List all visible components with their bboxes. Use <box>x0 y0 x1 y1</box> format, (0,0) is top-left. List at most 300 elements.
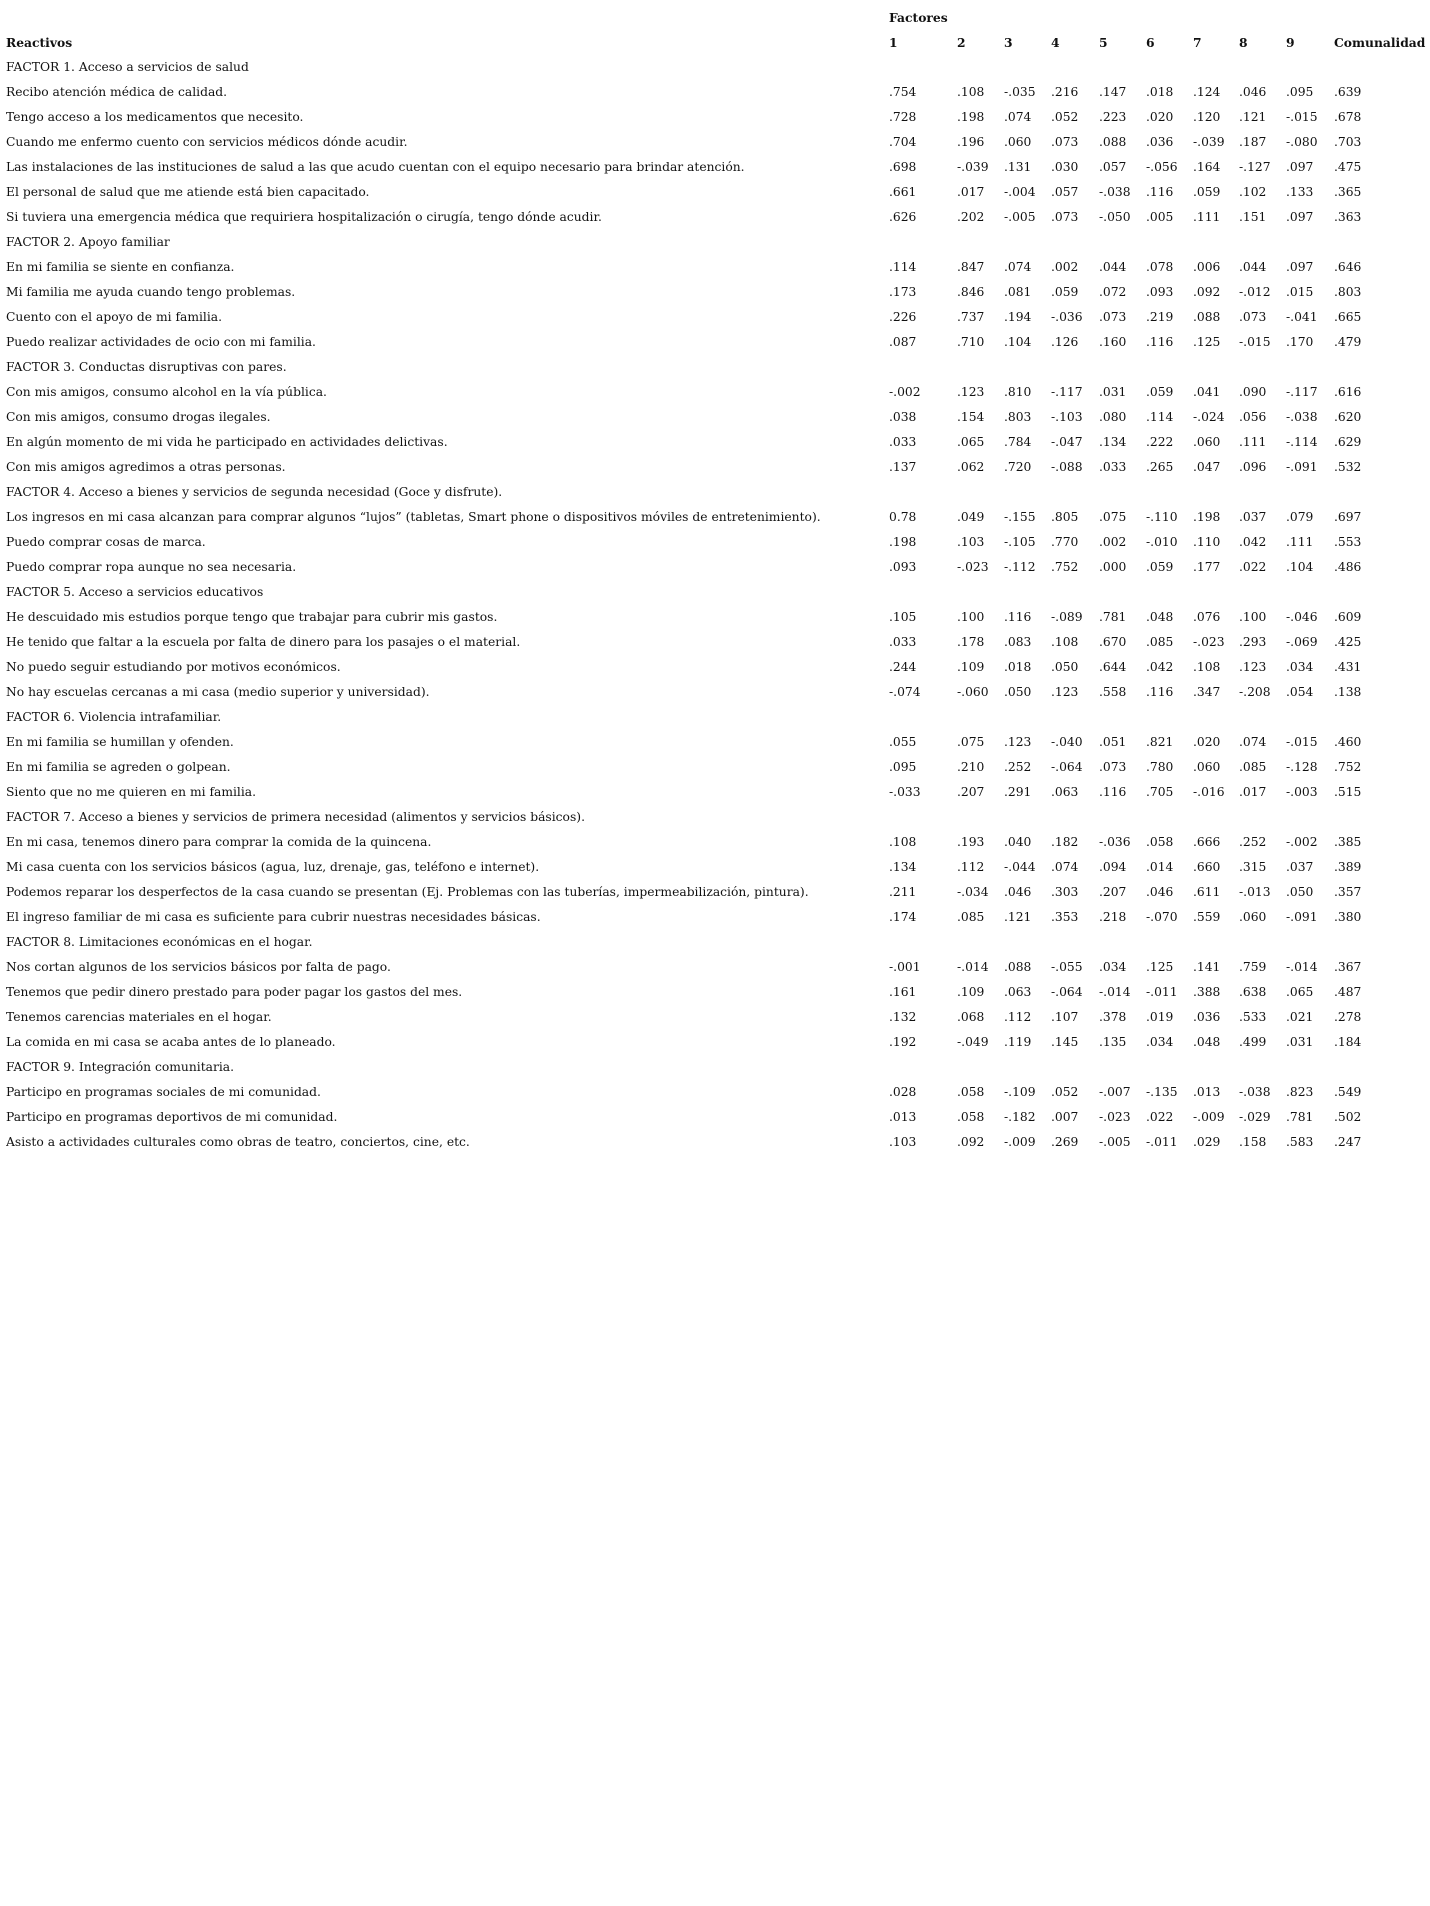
factor-6-loading-cell: -.056 <box>1146 160 1178 174</box>
factor-title: FACTOR 6. Violencia intrafamiliar. <box>6 710 222 724</box>
communality-cell: .502 <box>1334 1110 1362 1124</box>
factor-2-loading-cell: .049 <box>957 510 985 524</box>
factor-3-loading-cell: .104 <box>1004 335 1032 349</box>
factor-4-loading-cell: .057 <box>1051 185 1079 199</box>
factor-2-loading-cell: .085 <box>957 910 985 924</box>
factor-5-loading-cell: .033 <box>1099 460 1127 474</box>
item-text-cell: Mi familia me ayuda cuando tengo problemas. <box>6 285 296 299</box>
factor-8-loading-cell: .060 <box>1239 910 1267 924</box>
factor-1-loading-cell: .244 <box>889 660 917 674</box>
factor-4-loading-cell: -.103 <box>1051 410 1083 424</box>
factor-7-loading-cell: .198 <box>1193 510 1221 524</box>
item-text-cell: No puedo seguir estudiando por motivos económicos. <box>6 660 341 674</box>
item-text-cell: Los ingresos en mi casa alcanzan para comprar algunos “lujos” (tabletas, Smart phone o dispositivos móviles de entretenimiento). <box>6 510 821 524</box>
table-row <box>6 330 1430 355</box>
factor-1-loading-cell: .173 <box>889 285 917 299</box>
factor-title: FACTOR 1. Acceso a servicios de salud <box>6 60 249 74</box>
factor-4-loading-cell: .050 <box>1051 660 1079 674</box>
factor-5-loading-cell: .781 <box>1099 610 1127 624</box>
factor-heading-row <box>6 705 1430 730</box>
factor-2-loading-cell: .017 <box>957 185 985 199</box>
communality-cell: .515 <box>1334 785 1362 799</box>
factor-5-loading-cell: .075 <box>1099 510 1127 524</box>
factor-1-loading-cell: .132 <box>889 1010 917 1024</box>
item-text-cell: Puedo comprar cosas de marca. <box>6 535 206 549</box>
factor-6-column-header: 6 <box>1146 35 1155 50</box>
table-row <box>6 130 1430 155</box>
factor-9-loading-cell: .095 <box>1286 85 1314 99</box>
factor-6-loading-cell: .036 <box>1146 135 1174 149</box>
factor-8-loading-cell: -.127 <box>1239 160 1271 174</box>
factor-2-loading-cell: .058 <box>957 1085 985 1099</box>
table-row <box>6 380 1430 405</box>
factor-2-loading-cell: .065 <box>957 435 985 449</box>
factor-6-loading-cell: .059 <box>1146 385 1174 399</box>
table-row <box>6 455 1430 480</box>
factor-8-loading-cell: .293 <box>1239 635 1267 649</box>
factor-9-loading-cell: .034 <box>1286 660 1314 674</box>
factor-6-loading-cell: -.011 <box>1146 985 1178 999</box>
factor-9-loading-cell: .079 <box>1286 510 1314 524</box>
factor-8-loading-cell: -.015 <box>1239 335 1271 349</box>
factor-1-loading-cell: .698 <box>889 160 917 174</box>
factor-6-loading-cell: .022 <box>1146 1110 1174 1124</box>
factor-4-loading-cell: -.055 <box>1051 960 1083 974</box>
factor-2-loading-cell: .846 <box>957 285 985 299</box>
factor-2-loading-cell: .103 <box>957 535 985 549</box>
factor-9-loading-cell: .097 <box>1286 210 1314 224</box>
factor-9-loading-cell: -.091 <box>1286 910 1318 924</box>
factor-8-loading-cell: .074 <box>1239 735 1267 749</box>
factor-8-loading-cell: .090 <box>1239 385 1267 399</box>
factor-8-loading-cell: -.208 <box>1239 685 1271 699</box>
factor-3-loading-cell: .040 <box>1004 835 1032 849</box>
factor-6-loading-cell: .116 <box>1146 685 1174 699</box>
factor-2-loading-cell: -.014 <box>957 960 989 974</box>
factor-9-loading-cell: -.003 <box>1286 785 1318 799</box>
factor-1-loading-cell: .055 <box>889 735 917 749</box>
factor-6-loading-cell: -.010 <box>1146 535 1178 549</box>
factor-6-loading-cell: .014 <box>1146 860 1174 874</box>
factor-6-loading-cell: .085 <box>1146 635 1174 649</box>
factor-1-loading-cell: -.001 <box>889 960 921 974</box>
factor-3-loading-cell: .074 <box>1004 110 1032 124</box>
factor-9-loading-cell: .781 <box>1286 1110 1314 1124</box>
item-text-cell: El ingreso familiar de mi casa es suficiente para cubrir nuestras necesidades básicas. <box>6 910 541 924</box>
factor-3-loading-cell: .116 <box>1004 610 1032 624</box>
factor-4-loading-cell: -.089 <box>1051 610 1083 624</box>
factor-1-loading-cell: .093 <box>889 560 917 574</box>
factor-5-loading-cell: .218 <box>1099 910 1127 924</box>
factor-4-loading-cell: .073 <box>1051 210 1079 224</box>
items-column-header: Reactivos <box>6 35 73 50</box>
item-text-cell: Participo en programas sociales de mi comunidad. <box>6 1085 321 1099</box>
factor-5-loading-cell: -.014 <box>1099 985 1131 999</box>
factor-9-loading-cell: -.014 <box>1286 960 1318 974</box>
factor-9-loading-cell: .054 <box>1286 685 1314 699</box>
table-row <box>6 830 1430 855</box>
factor-title: FACTOR 9. Integración comunitaria. <box>6 1060 235 1074</box>
factor-title: FACTOR 2. Apoyo familiar <box>6 235 170 249</box>
factor-7-loading-cell: .177 <box>1193 560 1221 574</box>
factor-9-loading-cell: .031 <box>1286 1035 1314 1049</box>
factor-1-loading-cell: .198 <box>889 535 917 549</box>
factor-6-loading-cell: .705 <box>1146 785 1174 799</box>
communality-cell: .278 <box>1334 1010 1362 1024</box>
factor-5-loading-cell: .558 <box>1099 685 1127 699</box>
factor-7-loading-cell: .020 <box>1193 735 1221 749</box>
factor-7-loading-cell: .164 <box>1193 160 1221 174</box>
factor-5-loading-cell: .160 <box>1099 335 1127 349</box>
factor-1-loading-cell: .105 <box>889 610 917 624</box>
factor-3-loading-cell: .050 <box>1004 685 1032 699</box>
table-body <box>6 55 1430 1155</box>
factor-1-loading-cell: .013 <box>889 1110 917 1124</box>
factor-7-loading-cell: .036 <box>1193 1010 1221 1024</box>
factor-3-loading-cell: .803 <box>1004 410 1032 424</box>
factor-1-loading-cell: .114 <box>889 260 917 274</box>
table-row <box>6 505 1430 530</box>
factor-9-loading-cell: -.128 <box>1286 760 1318 774</box>
factor-6-loading-cell: .019 <box>1146 1010 1174 1024</box>
factor-2-loading-cell: .198 <box>957 110 985 124</box>
factor-2-loading-cell: .193 <box>957 835 985 849</box>
factor-9-loading-cell: -.046 <box>1286 610 1318 624</box>
item-text-cell: Puedo comprar ropa aunque no sea necesaria. <box>6 560 297 574</box>
table-row <box>6 205 1430 230</box>
factor-5-loading-cell: .644 <box>1099 660 1127 674</box>
factor-1-loading-cell: .192 <box>889 1035 917 1049</box>
factor-8-loading-cell: .499 <box>1239 1035 1267 1049</box>
table-row <box>6 880 1430 905</box>
factor-4-loading-cell: .353 <box>1051 910 1079 924</box>
factor-2-loading-cell: -.034 <box>957 885 989 899</box>
factor-3-column-header: 3 <box>1004 35 1013 50</box>
factor-5-loading-cell: .116 <box>1099 785 1127 799</box>
factor-5-loading-cell: .135 <box>1099 1035 1127 1049</box>
factor-5-loading-cell: .000 <box>1099 560 1127 574</box>
communality-cell: .425 <box>1334 635 1362 649</box>
factor-8-loading-cell: .042 <box>1239 535 1267 549</box>
factor-7-loading-cell: .388 <box>1193 985 1221 999</box>
factor-heading-row <box>6 230 1430 255</box>
factor-heading-row <box>6 580 1430 605</box>
communality-cell: .431 <box>1334 660 1362 674</box>
factor-3-loading-cell: .131 <box>1004 160 1032 174</box>
factor-5-loading-cell: -.036 <box>1099 835 1131 849</box>
factor-6-loading-cell: .114 <box>1146 410 1174 424</box>
factor-2-loading-cell: .108 <box>957 85 985 99</box>
communality-cell: .357 <box>1334 885 1362 899</box>
factor-7-loading-cell: .125 <box>1193 335 1221 349</box>
factor-heading-row <box>6 1055 1430 1080</box>
factor-9-loading-cell: -.015 <box>1286 735 1318 749</box>
factor-7-loading-cell: .029 <box>1193 1135 1221 1149</box>
factor-title: FACTOR 5. Acceso a servicios educativos <box>6 585 264 599</box>
factor-3-loading-cell: .291 <box>1004 785 1032 799</box>
factors-group-header: Factores <box>889 10 948 25</box>
item-text-cell: En mi familia se siente en confianza. <box>6 260 235 274</box>
factor-9-loading-cell: .823 <box>1286 1085 1314 1099</box>
factor-9-loading-cell: .097 <box>1286 260 1314 274</box>
item-text-cell: Con mis amigos, consumo drogas ilegales. <box>6 410 271 424</box>
factor-4-loading-cell: .752 <box>1051 560 1079 574</box>
communality-cell: .184 <box>1334 1035 1362 1049</box>
header-row-group <box>6 5 1430 30</box>
factor-2-loading-cell: .210 <box>957 760 985 774</box>
communality-cell: .639 <box>1334 85 1362 99</box>
factor-3-loading-cell: .063 <box>1004 985 1032 999</box>
factor-8-loading-cell: .533 <box>1239 1010 1267 1024</box>
factor-5-loading-cell: -.050 <box>1099 210 1131 224</box>
factor-9-loading-cell: .111 <box>1286 535 1314 549</box>
factor-7-loading-cell: -.039 <box>1193 135 1225 149</box>
factor-3-loading-cell: .081 <box>1004 285 1032 299</box>
factor-5-loading-cell: .080 <box>1099 410 1127 424</box>
factor-7-loading-cell: .124 <box>1193 85 1221 99</box>
factor-6-loading-cell: .222 <box>1146 435 1174 449</box>
factor-1-loading-cell: .038 <box>889 410 917 424</box>
factor-3-loading-cell: .083 <box>1004 635 1032 649</box>
factor-7-loading-cell: .111 <box>1193 210 1221 224</box>
communality-cell: .549 <box>1334 1085 1362 1099</box>
factor-heading-row <box>6 355 1430 380</box>
factor-6-loading-cell: .048 <box>1146 610 1174 624</box>
factor-6-loading-cell: .116 <box>1146 335 1174 349</box>
communality-cell: .646 <box>1334 260 1362 274</box>
factor-4-loading-cell: .007 <box>1051 1110 1079 1124</box>
factor-7-loading-cell: .141 <box>1193 960 1221 974</box>
factor-8-loading-cell: .111 <box>1239 435 1267 449</box>
factor-1-loading-cell: 0.78 <box>889 510 917 524</box>
factor-1-loading-cell: .704 <box>889 135 917 149</box>
factor-5-loading-cell: .073 <box>1099 760 1127 774</box>
header-spacer <box>6 5 889 30</box>
table-row <box>6 1080 1430 1105</box>
header-row-columns <box>6 30 1430 55</box>
factor-title: FACTOR 8. Limitaciones económicas en el hogar. <box>6 935 313 949</box>
factor-2-loading-cell: .154 <box>957 410 985 424</box>
factor-7-loading-cell: .108 <box>1193 660 1221 674</box>
communality-cell: .479 <box>1334 335 1362 349</box>
factor-5-loading-cell: .073 <box>1099 310 1127 324</box>
communality-cell: .486 <box>1334 560 1362 574</box>
factor-8-loading-cell: .037 <box>1239 510 1267 524</box>
factor-title: FACTOR 4. Acceso a bienes y servicios de segunda necesidad (Goce y disfrute). <box>6 485 503 499</box>
factor-3-loading-cell: .121 <box>1004 910 1032 924</box>
factor-2-loading-cell: .737 <box>957 310 985 324</box>
factor-7-loading-cell: .060 <box>1193 760 1221 774</box>
factor-5-loading-cell: .094 <box>1099 860 1127 874</box>
item-text-cell: Con mis amigos agredimos a otras personas. <box>6 460 286 474</box>
factor-8-loading-cell: .121 <box>1239 110 1267 124</box>
factor-4-loading-cell: .059 <box>1051 285 1079 299</box>
factor-1-loading-cell: .728 <box>889 110 917 124</box>
factor-5-loading-cell: .147 <box>1099 85 1127 99</box>
table-row <box>6 280 1430 305</box>
factor-3-loading-cell: .784 <box>1004 435 1032 449</box>
factor-5-loading-cell: .031 <box>1099 385 1127 399</box>
factor-3-loading-cell: -.155 <box>1004 510 1036 524</box>
factor-2-loading-cell: .847 <box>957 260 985 274</box>
factor-4-loading-cell: .269 <box>1051 1135 1079 1149</box>
factor-9-loading-cell: -.117 <box>1286 385 1318 399</box>
factor-3-loading-cell: .046 <box>1004 885 1032 899</box>
factor-3-loading-cell: .060 <box>1004 135 1032 149</box>
item-text-cell: Nos cortan algunos de los servicios básicos por falta de pago. <box>6 960 391 974</box>
factor-8-loading-cell: -.013 <box>1239 885 1271 899</box>
factor-2-loading-cell: .178 <box>957 635 985 649</box>
table-row <box>6 105 1430 130</box>
factor-9-loading-cell: .021 <box>1286 1010 1314 1024</box>
item-text-cell: Tenemos que pedir dinero prestado para poder pagar los gastos del mes. <box>6 985 463 999</box>
factor-5-loading-cell: .044 <box>1099 260 1127 274</box>
item-text-cell: He descuidado mis estudios porque tengo que trabajar para cubrir mis gastos. <box>6 610 498 624</box>
factor-9-loading-cell: .050 <box>1286 885 1314 899</box>
factor-8-loading-cell: .100 <box>1239 610 1267 624</box>
factor-1-loading-cell: .754 <box>889 85 917 99</box>
factor-3-loading-cell: .194 <box>1004 310 1032 324</box>
item-text-cell: Podemos reparar los desperfectos de la casa cuando se presentan (Ej. Problemas con las tuberías, impermeabilización, pintura). <box>6 885 809 899</box>
factor-6-loading-cell: .058 <box>1146 835 1174 849</box>
factor-1-loading-cell: .087 <box>889 335 917 349</box>
factor-9-loading-cell: -.015 <box>1286 110 1318 124</box>
factor-8-loading-cell: .315 <box>1239 860 1267 874</box>
factor-5-loading-cell: -.023 <box>1099 1110 1131 1124</box>
factor-7-loading-cell: .060 <box>1193 435 1221 449</box>
factor-3-loading-cell: .018 <box>1004 660 1032 674</box>
factor-6-loading-cell: .005 <box>1146 210 1174 224</box>
factor-1-loading-cell: .134 <box>889 860 917 874</box>
factor-8-loading-cell: .151 <box>1239 210 1267 224</box>
factor-9-loading-cell: -.114 <box>1286 435 1318 449</box>
factor-3-loading-cell: -.112 <box>1004 560 1036 574</box>
factor-5-loading-cell: .670 <box>1099 635 1127 649</box>
factor-3-loading-cell: .112 <box>1004 1010 1032 1024</box>
communality-cell: .487 <box>1334 985 1362 999</box>
factor-heading-row <box>6 480 1430 505</box>
factor-4-loading-cell: .030 <box>1051 160 1079 174</box>
communality-cell: .609 <box>1334 610 1362 624</box>
factor-5-loading-cell: .072 <box>1099 285 1127 299</box>
table-row <box>6 905 1430 930</box>
factor-5-loading-cell: .002 <box>1099 535 1127 549</box>
item-text-cell: Siento que no me quieren en mi familia. <box>6 785 257 799</box>
item-text-cell: No hay escuelas cercanas a mi casa (medio superior y universidad). <box>6 685 430 699</box>
item-text-cell: Tenemos carencias materiales en el hogar. <box>6 1010 272 1024</box>
factor-4-loading-cell: .107 <box>1051 1010 1079 1024</box>
item-text-cell: Puedo realizar actividades de ocio con mi familia. <box>6 335 316 349</box>
communality-cell: .620 <box>1334 410 1362 424</box>
factor-9-loading-cell: .037 <box>1286 860 1314 874</box>
factor-6-loading-cell: -.135 <box>1146 1085 1178 1099</box>
factor-7-loading-cell: -.009 <box>1193 1110 1225 1124</box>
factor-8-loading-cell: .252 <box>1239 835 1267 849</box>
factor-3-loading-cell: -.105 <box>1004 535 1036 549</box>
table-row <box>6 180 1430 205</box>
table-row <box>6 1005 1430 1030</box>
factor-8-loading-cell: -.038 <box>1239 1085 1271 1099</box>
factor-3-loading-cell: .119 <box>1004 1035 1032 1049</box>
item-text-cell: Mi casa cuenta con los servicios básicos (agua, luz, drenaje, gas, teléfono e internet). <box>6 860 540 874</box>
factor-7-loading-cell: .092 <box>1193 285 1221 299</box>
factor-1-loading-cell: .137 <box>889 460 917 474</box>
item-text-cell: He tenido que faltar a la escuela por falta de dinero para los pasajes o el material. <box>6 635 521 649</box>
factor-7-loading-cell: .347 <box>1193 685 1221 699</box>
factor-9-loading-cell: .097 <box>1286 160 1314 174</box>
table-row <box>6 980 1430 1005</box>
table-row <box>6 655 1430 680</box>
communality-cell: .803 <box>1334 285 1362 299</box>
factor-5-loading-cell: .088 <box>1099 135 1127 149</box>
factor-4-loading-cell: .002 <box>1051 260 1079 274</box>
factor-heading-row <box>6 55 1430 80</box>
factor-3-loading-cell: -.005 <box>1004 210 1036 224</box>
factor-7-loading-cell: .006 <box>1193 260 1221 274</box>
factor-9-loading-cell: -.002 <box>1286 835 1318 849</box>
factor-8-loading-cell: .158 <box>1239 1135 1267 1149</box>
factor-9-column-header: 9 <box>1286 35 1295 50</box>
factor-9-loading-cell: -.080 <box>1286 135 1318 149</box>
table-row <box>6 1130 1430 1155</box>
table-row <box>6 755 1430 780</box>
factor-3-loading-cell: .088 <box>1004 960 1032 974</box>
factor-7-loading-cell: .088 <box>1193 310 1221 324</box>
factor-6-loading-cell: .265 <box>1146 460 1174 474</box>
factor-1-loading-cell: .028 <box>889 1085 917 1099</box>
factor-2-loading-cell: .123 <box>957 385 985 399</box>
factor-2-loading-cell: .710 <box>957 335 985 349</box>
factor-8-loading-cell: .022 <box>1239 560 1267 574</box>
factor-1-loading-cell: .103 <box>889 1135 917 1149</box>
factor-5-loading-cell: .057 <box>1099 160 1127 174</box>
factor-6-loading-cell: .059 <box>1146 560 1174 574</box>
factor-3-loading-cell: -.109 <box>1004 1085 1036 1099</box>
factor-9-loading-cell: .065 <box>1286 985 1314 999</box>
table-row <box>6 1105 1430 1130</box>
factor-3-loading-cell: .810 <box>1004 385 1032 399</box>
factor-3-loading-cell: .074 <box>1004 260 1032 274</box>
factor-9-loading-cell: -.069 <box>1286 635 1318 649</box>
factor-7-loading-cell: -.024 <box>1193 410 1225 424</box>
factor-4-loading-cell: .216 <box>1051 85 1079 99</box>
factor-1-loading-cell: -.002 <box>889 385 921 399</box>
communality-cell: .616 <box>1334 385 1362 399</box>
communality-cell: .703 <box>1334 135 1362 149</box>
factor-8-loading-cell: .056 <box>1239 410 1267 424</box>
communality-cell: .697 <box>1334 510 1362 524</box>
factor-8-column-header: 8 <box>1239 35 1248 50</box>
factor-9-loading-cell: .015 <box>1286 285 1314 299</box>
table-row <box>6 1030 1430 1055</box>
item-text-cell: Las instalaciones de las instituciones de salud a las que acudo cuentan con el equipo necesario para brindar atención. <box>6 160 745 174</box>
communality-cell: .553 <box>1334 535 1362 549</box>
factor-7-loading-cell: .047 <box>1193 460 1221 474</box>
factor-heading-row <box>6 805 1430 830</box>
factor-2-loading-cell: -.049 <box>957 1035 989 1049</box>
factor-2-loading-cell: -.023 <box>957 560 989 574</box>
factor-title: FACTOR 7. Acceso a bienes y servicios de primera necesidad (alimentos y servicios básicos). <box>6 810 585 824</box>
factor-title: FACTOR 3. Conductas disruptivas con pares. <box>6 360 287 374</box>
item-text-cell: En mi familia se humillan y ofenden. <box>6 735 234 749</box>
factor-7-loading-cell: .120 <box>1193 110 1221 124</box>
factor-8-loading-cell: .096 <box>1239 460 1267 474</box>
factor-9-loading-cell: .133 <box>1286 185 1314 199</box>
table-row <box>6 605 1430 630</box>
factor-3-loading-cell: -.044 <box>1004 860 1036 874</box>
factor-2-loading-cell: .075 <box>957 735 985 749</box>
item-text-cell: Asisto a actividades culturales como obras de teatro, conciertos, cine, etc. <box>6 1135 470 1149</box>
